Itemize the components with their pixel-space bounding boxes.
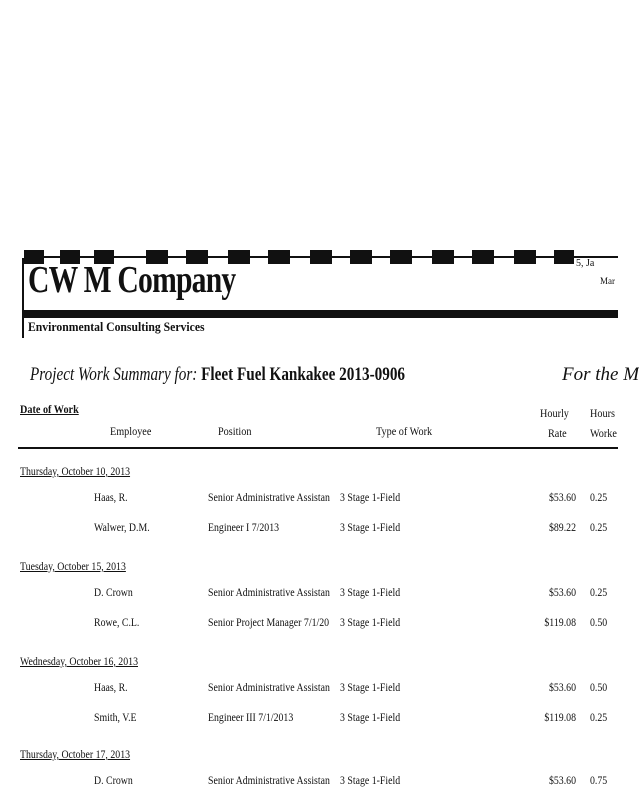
employee-cell: D. Crown [94, 773, 133, 787]
position-cell: Senior Administrative Assistan [208, 773, 330, 787]
type-cell: 3 Stage 1-Field [340, 680, 401, 694]
col-header-position: Position [218, 424, 252, 438]
hours-cell: 0.25 [590, 585, 608, 599]
hours-cell: 0.25 [590, 520, 608, 534]
header-underline [18, 447, 618, 449]
summary-title [30, 364, 405, 386]
period-label: For the M [562, 364, 639, 385]
project-name: Fleet Fuel Kankakee 2013-0906 [201, 364, 406, 385]
type-cell: 3 Stage 1-Field [340, 585, 401, 599]
company-subtitle: Environmental Consulting Services [28, 319, 205, 334]
summary-label: Project Work Summary for: [30, 364, 198, 385]
col-header-hours-line1: Hours [590, 406, 615, 420]
col-header-rate-line2: Rate [548, 426, 567, 440]
col-header-type: Type of Work [376, 424, 433, 438]
header-thick-rule [24, 310, 618, 318]
hours-cell: 0.50 [590, 680, 608, 694]
rate-cell: $119.08 [544, 710, 576, 724]
work-date: Tuesday, October 15, 2013 [20, 559, 126, 573]
type-cell: 3 Stage 1-Field [340, 520, 401, 534]
work-date: Thursday, October 10, 2013 [20, 464, 131, 478]
employee-cell: Walwer, D.M. [94, 520, 150, 534]
header-month-fragment: Mar [600, 276, 615, 286]
rate-cell: $89.22 [548, 520, 576, 534]
hours-cell: 0.75 [590, 773, 608, 787]
rate-cell: $53.60 [548, 773, 576, 787]
employee-cell: Rowe, C.L. [94, 615, 140, 629]
employee-cell: Haas, R. [94, 490, 128, 504]
work-date: Wednesday, October 16, 2013 [20, 654, 138, 668]
hours-cell: 0.25 [590, 710, 608, 724]
type-cell: 3 Stage 1-Field [340, 615, 401, 629]
type-cell: 3 Stage 1-Field [340, 490, 401, 504]
col-header-rate-line1: Hourly [540, 406, 569, 420]
position-cell: Engineer I 7/2013 [208, 520, 280, 534]
work-date: Thursday, October 17, 2013 [20, 747, 131, 761]
employee-cell: D. Crown [94, 585, 133, 599]
position-cell: Senior Administrative Assistan [208, 585, 330, 599]
col-header-employee: Employee [110, 424, 152, 438]
col-header-date: Date of Work [20, 402, 79, 416]
employee-cell: Smith, V.E [94, 710, 137, 724]
rate-cell: $119.08 [544, 615, 576, 629]
rate-cell: $53.60 [548, 585, 576, 599]
type-cell: 3 Stage 1-Field [340, 773, 401, 787]
header-side-bar [22, 258, 24, 338]
header-top-rule [24, 256, 618, 258]
position-cell: Senior Administrative Assistan [208, 680, 330, 694]
position-cell: Senior Administrative Assistan [208, 490, 330, 504]
rate-cell: $53.60 [548, 490, 576, 504]
col-header-hours-line2: Worke [590, 426, 617, 440]
position-cell: Engineer III 7/1/2013 [208, 710, 294, 724]
company-name: CW M Company [28, 259, 236, 301]
type-cell: 3 Stage 1-Field [340, 710, 401, 724]
employee-cell: Haas, R. [94, 680, 128, 694]
header-date-fragment: 5, Ja [576, 258, 595, 269]
position-cell: Senior Project Manager 7/1/20 [208, 615, 330, 629]
rate-cell: $53.60 [548, 680, 576, 694]
hours-cell: 0.50 [590, 615, 608, 629]
hours-cell: 0.25 [590, 490, 608, 504]
